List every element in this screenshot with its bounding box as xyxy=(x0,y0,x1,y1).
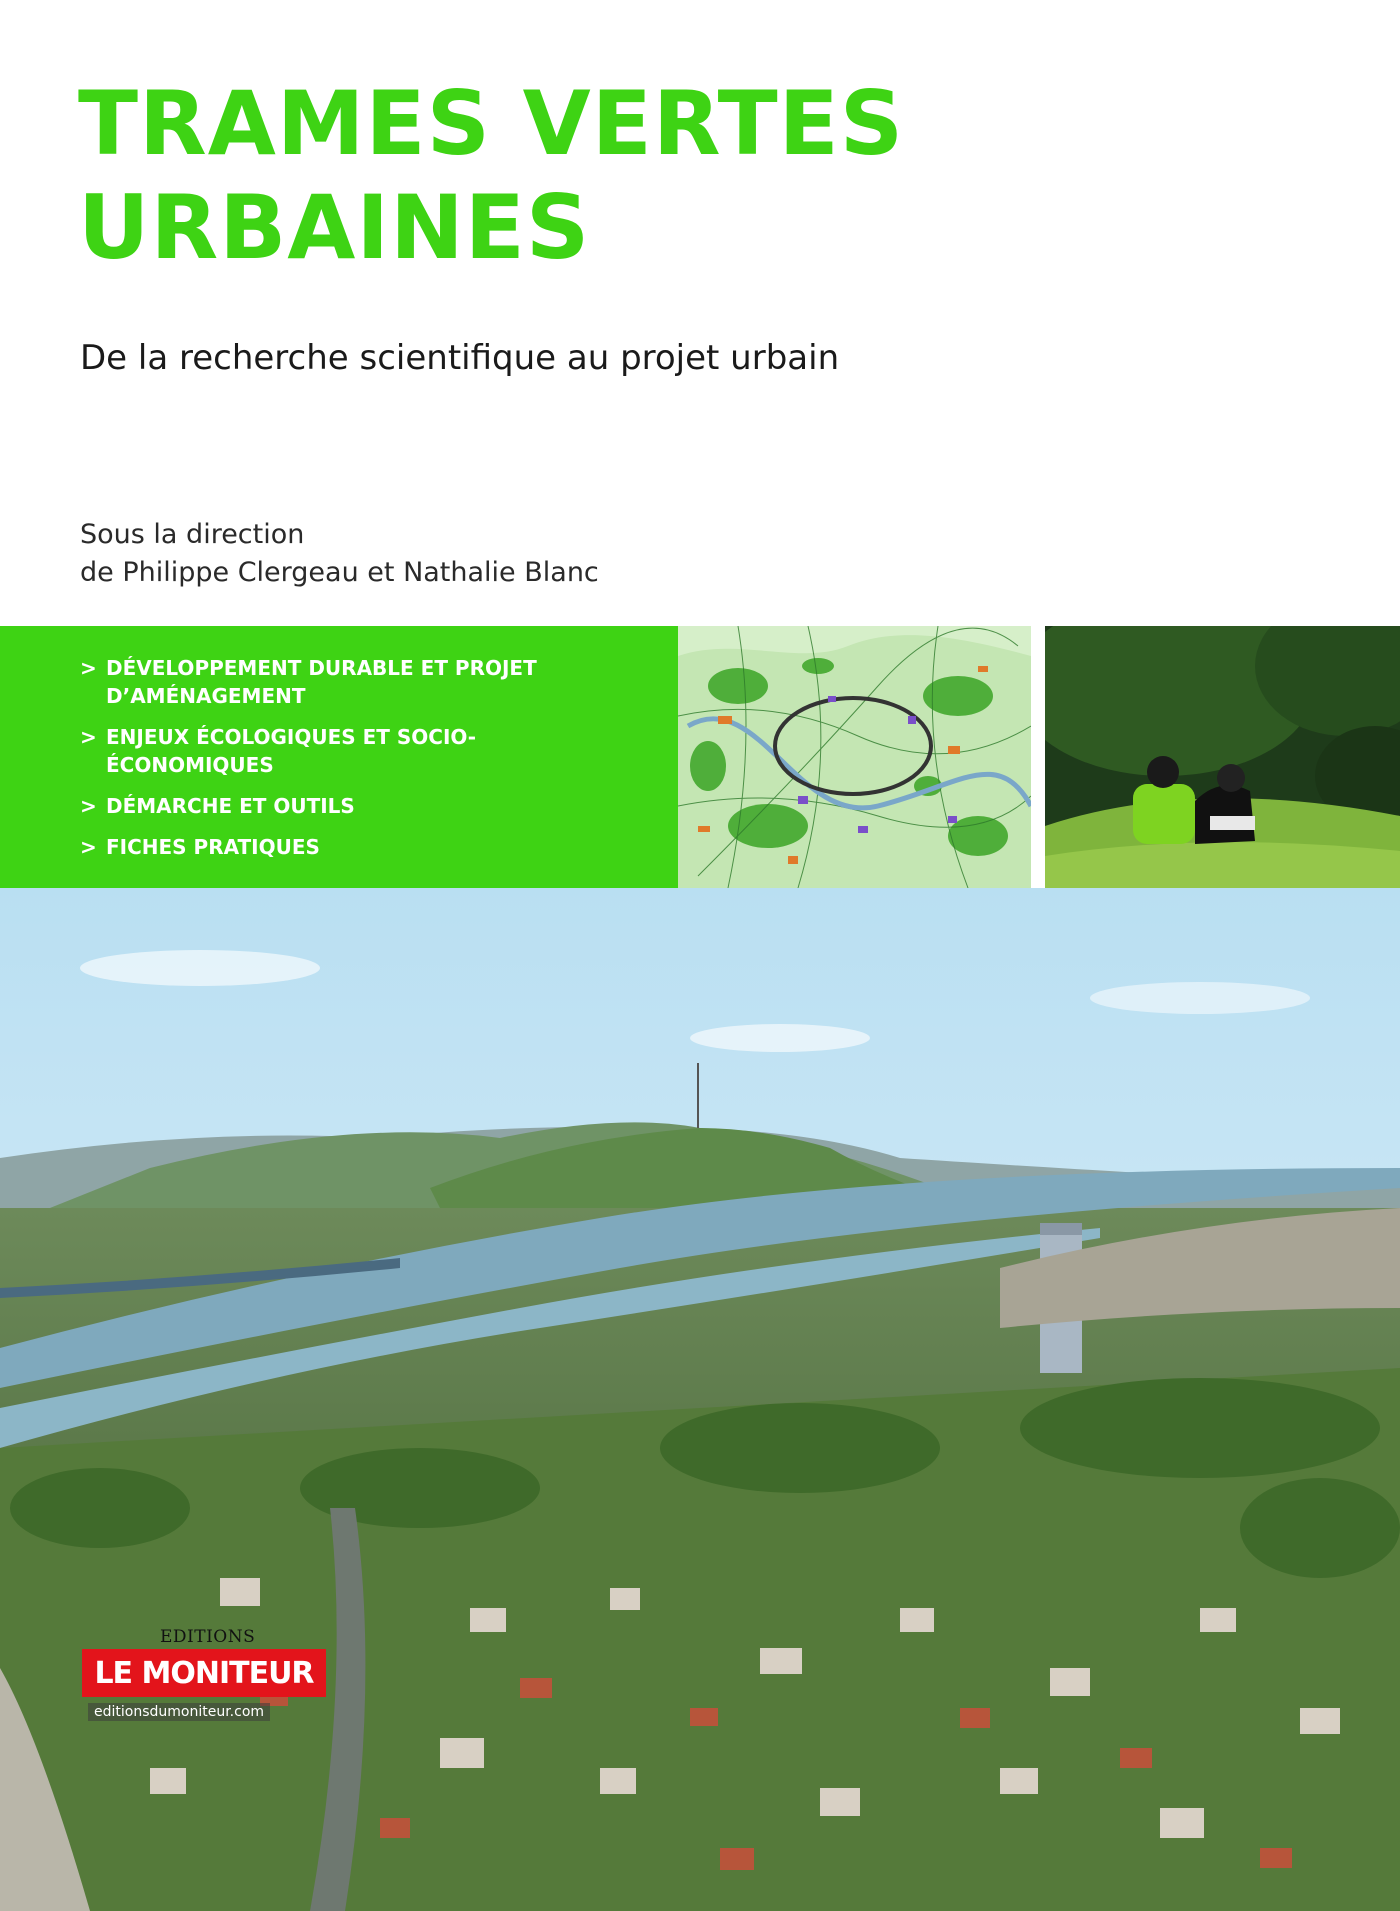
publisher-url[interactable]: editionsdumoniteur.com xyxy=(88,1703,270,1721)
topic-item xyxy=(80,833,626,861)
topic-line-2: D’AMÉNAGEMENT xyxy=(106,684,306,708)
publisher-name-box xyxy=(82,1649,326,1697)
topic-line-1: FICHES PRATIQUES xyxy=(106,835,320,859)
publisher-logo xyxy=(82,1627,326,1727)
editors-line-1: Sous la direction xyxy=(80,519,305,550)
topic-item xyxy=(80,723,626,779)
book-subtitle: De la recherche scientifique au projet urbain xyxy=(80,338,840,378)
editors-credit xyxy=(80,516,599,592)
topics-list xyxy=(0,626,678,861)
bullet-arrow: > xyxy=(80,835,97,859)
aerial-landscape-image xyxy=(0,888,1400,1911)
title-line-1: TRAMES VERTES xyxy=(78,72,905,175)
book-title xyxy=(78,72,904,280)
park-photo-image xyxy=(1045,626,1400,888)
bullet-arrow: > xyxy=(80,794,97,818)
topics-band xyxy=(0,626,678,888)
topic-line-2: ÉCONOMIQUES xyxy=(106,753,274,777)
editions-label: EDITIONS xyxy=(160,1627,256,1647)
topic-item xyxy=(80,654,626,710)
bullet-arrow: > xyxy=(80,725,97,749)
editors-line-2: de Philippe Clergeau et Nathalie Blanc xyxy=(80,557,599,588)
green-network-map-image xyxy=(678,626,1031,888)
topic-line-1: DÉVELOPPEMENT DURABLE ET PROJET xyxy=(106,656,537,680)
publisher-name: LE MONITEUR xyxy=(94,1655,314,1691)
topic-line-1: ENJEUX ÉCOLOGIQUES ET SOCIO- xyxy=(106,725,477,749)
title-line-2: URBAINES xyxy=(78,176,591,279)
topic-item xyxy=(80,792,626,820)
bullet-arrow: > xyxy=(80,656,97,680)
topic-line-1: DÉMARCHE ET OUTILS xyxy=(106,794,355,818)
